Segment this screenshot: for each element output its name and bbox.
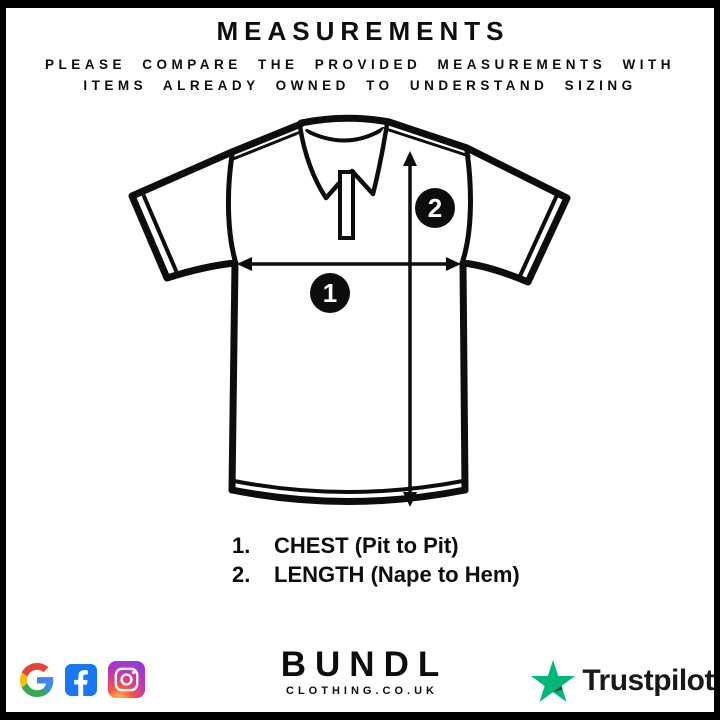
legend-item-chest (232, 531, 520, 560)
shirt-diagram (120, 110, 580, 522)
trustpilot-wordmark: Trustpilot (582, 664, 714, 697)
page-title: MEASUREMENTS (216, 16, 510, 46)
legend-number: 1. (232, 533, 251, 558)
legend-label (274, 531, 520, 560)
legend-item-length (232, 560, 520, 589)
chest-marker-badge (310, 273, 350, 313)
trustpilot-logo (531, 660, 714, 702)
subtitle-line-1: PLEASE COMPARE THE PROVIDED MEASUREMENTS WITH (44, 57, 676, 72)
brand-name: BUNDL (280, 645, 449, 684)
legend-number: 2. (232, 562, 251, 587)
button-placket (340, 172, 353, 238)
measurement-legend (232, 531, 520, 589)
legend-name: CHEST (274, 533, 349, 558)
subtitle-line-2: ITEMS ALREADY OWNED TO UNDERSTAND SIZING (83, 78, 637, 93)
header (0, 16, 720, 96)
legend-label (274, 560, 520, 589)
chest-marker-number: 1 (322, 278, 338, 308)
polo-shirt-drawing (120, 110, 580, 522)
length-marker-badge (415, 188, 455, 228)
subtitle (0, 54, 720, 96)
length-marker-number: 2 (427, 193, 443, 223)
legend-name: LENGTH (274, 562, 365, 587)
brand-domain: CLOTHING.CO.UK (286, 685, 438, 697)
legend-detail: (Pit to Pit) (354, 533, 459, 558)
trustpilot-star-icon (531, 660, 575, 702)
legend-detail: (Nape to Hem) (370, 562, 520, 587)
